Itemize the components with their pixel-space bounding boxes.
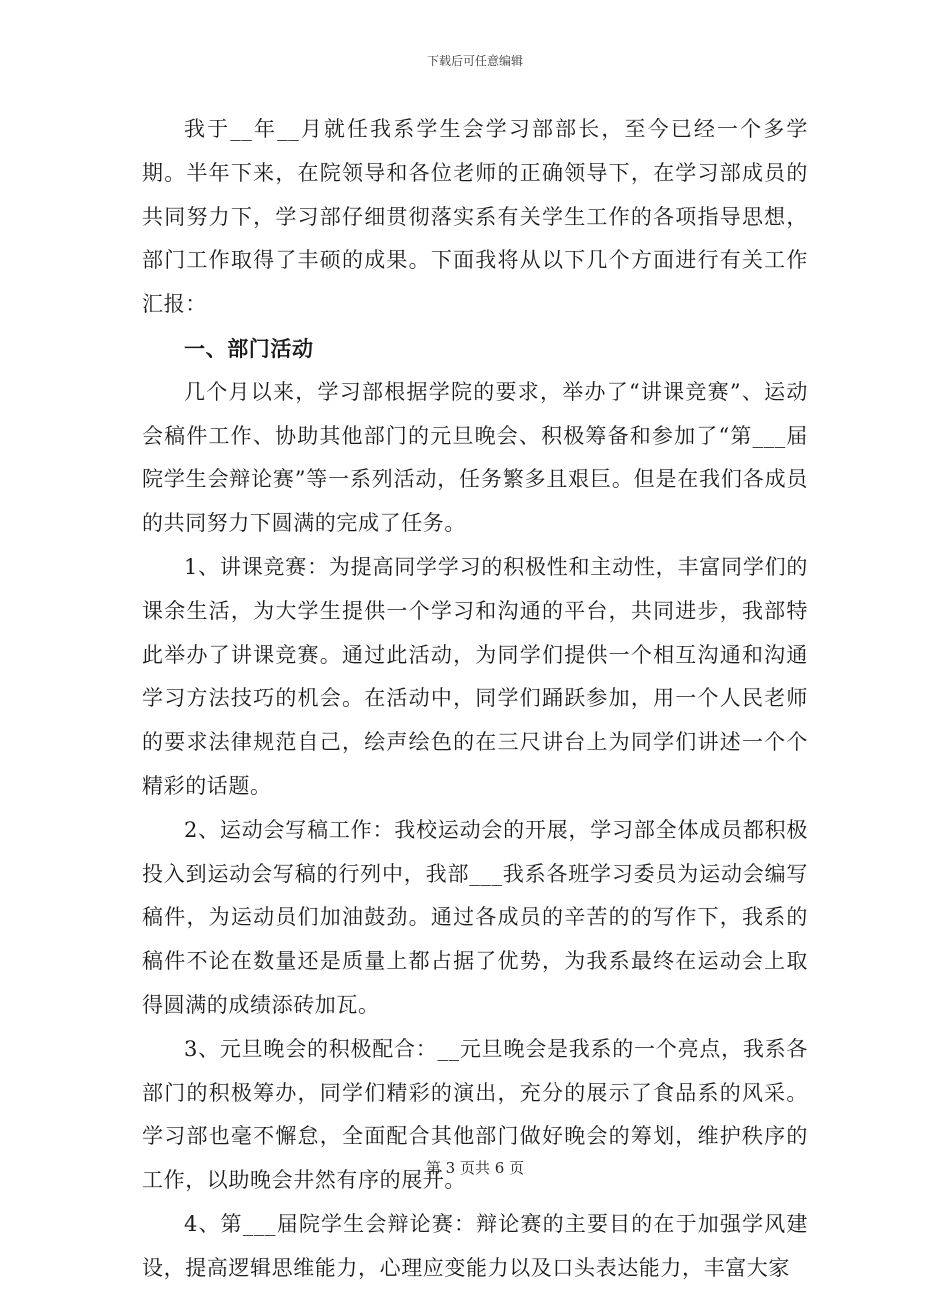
document-body [142,108,808,1291]
intro-paragraph: 我于__年__月就任我系学生会学习部部长，至今已经一个多学期。半年下来，在院领导和各位老师的正确领导下，在学习部成员的共同努力下，学习部仔细贯彻落实系有关学生工作的各项指导思想，部门工作取得了丰硕的成果。下面我将从以下几个方面进行有关工作汇报： [142,117,808,317]
item-debate-contest: 4、第___届院学生会辩论赛：辩论赛的主要目的在于加强学风建设，提高逻辑思维能力，心理应变能力以及口头表达能力，丰富大家 [142,1211,808,1280]
section-intro-paragraph: 几个月以来，学习部根据学院的要求，举办了“讲课竞赛”、运动会稿件工作、协助其他部门的元旦晚会、积极筹备和参加了“第___届院学生会辩论赛”等一系列活动，任务繁多且艰巨。但是在我们各成员的共同努力下圆满的完成了任务。 [142,379,808,536]
item-new-year-gala: 3、元旦晚会的积极配合：__元旦晚会是我系的一个亮点，我系各部门的积极筹办，同学们精彩的演出，充分的展示了食品系的风采。学习部也毫不懈怠，全面配合其他部门做好晚会的筹划，维护秩序的工作，以助晚会井然有序的展开。 [142,1036,808,1193]
item-sports-meet-writing: 2、运动会写稿工作：我校运动会的开展，学习部全体成员都积极投入到运动会写稿的行列中，我部___我系各班学习委员为运动会编写稿件，为运动员们加油鼓劲。通过各成员的辛苦的的写作下，我系的稿件不论在数量还是质量上都占据了优势，为我系最终在运动会上取得圆满的成绩添砖加瓦。 [142,817,808,1017]
item-lecture-contest: 1、讲课竞赛：为提高同学学习的积极性和主动性，丰富同学们的课余生活，为大学生提供一个学习和沟通的平台，共同进步，我部特此举办了讲课竞赛。通过此活动，为同学们提供一个相互沟通和沟通学习方法技巧的机会。在活动中，同学们踊跃参加，用一个人民老师的要求法律规范自己，绘声绘色的在三尺讲台上为同学们讲述一个个精彩的话题。 [142,554,808,798]
page-number: 第 3 页共 6 页 [425,1159,525,1177]
section-heading: 一、部门活动 [184,335,314,361]
page-header: 下载后可任意编辑 [426,54,523,68]
